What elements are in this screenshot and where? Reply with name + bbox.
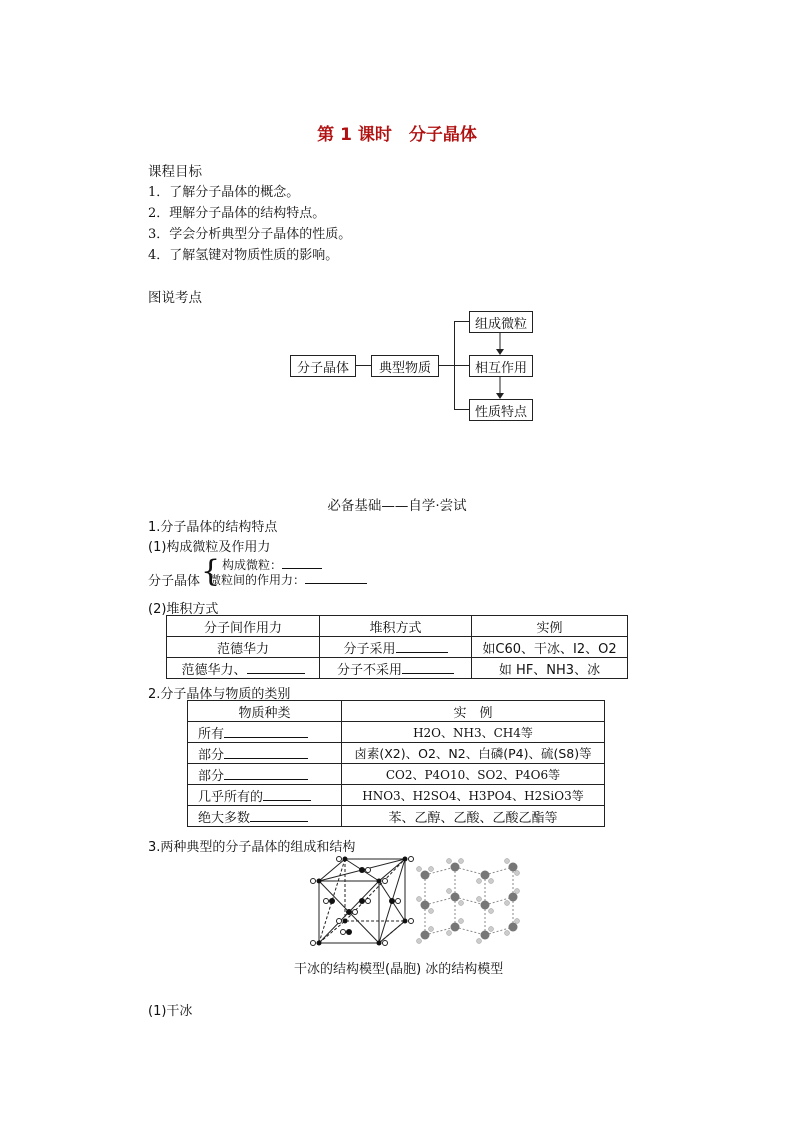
dry-ice-unit-cell-figure bbox=[305, 853, 415, 953]
connector-line bbox=[454, 365, 469, 366]
table-row bbox=[188, 743, 605, 764]
answer-blank[interactable] bbox=[224, 767, 308, 780]
goal-item: 2．理解分子晶体的结构特点。 bbox=[148, 206, 326, 221]
answer-blank[interactable] bbox=[305, 571, 367, 584]
table-cell: 范德华力 bbox=[167, 637, 320, 658]
answer-blank[interactable] bbox=[250, 809, 308, 822]
brace-glyph: { bbox=[201, 554, 221, 589]
table-cell: 如C60、干冰、I2、O2 bbox=[472, 637, 628, 658]
connector-line bbox=[454, 321, 469, 322]
table-cell: 分子不采用 bbox=[320, 658, 472, 679]
table-cell: 所有 bbox=[188, 722, 342, 743]
section-heading: 必备基础——自学·尝试 bbox=[327, 498, 467, 514]
table-row bbox=[188, 785, 605, 806]
table-cell: 卤素(X2)、O2、N2、白磷(P4)、硫(S8)等 bbox=[342, 743, 605, 764]
arrow-down-icon bbox=[494, 332, 506, 400]
brace-item bbox=[209, 571, 367, 588]
brace-item-label: 微粒间的作用力： bbox=[209, 573, 306, 587]
table-cell: H2O、NH3、CH4等 bbox=[342, 722, 605, 743]
goals-heading: 课程目标 bbox=[148, 164, 202, 180]
table-cell: 几乎所有的 bbox=[188, 785, 342, 806]
answer-blank[interactable] bbox=[263, 788, 311, 801]
page-title: 第 1 课时 分子晶体 bbox=[317, 125, 477, 145]
diagram-box-particles: 组成微粒 bbox=[469, 311, 533, 333]
answer-blank[interactable] bbox=[247, 661, 305, 674]
goal-item: 4．了解氢键对物质性质的影响。 bbox=[148, 248, 339, 263]
table-header: 堆积方式 bbox=[320, 616, 472, 637]
diagram-box-interaction: 相互作用 bbox=[469, 355, 533, 377]
goal-item: 1．了解分子晶体的概念。 bbox=[148, 185, 300, 200]
table-header: 分子间作用力 bbox=[167, 616, 320, 637]
brace-item-label: 构成微粒： bbox=[222, 558, 283, 572]
table-row bbox=[167, 658, 628, 679]
figure-caption: 干冰的结构模型(晶胞) 冰的结构模型 bbox=[294, 962, 504, 977]
answer-blank[interactable] bbox=[224, 746, 308, 759]
table-row bbox=[167, 637, 628, 658]
table-cell: 范德华力、 bbox=[167, 658, 320, 679]
diagram-heading: 图说考点 bbox=[148, 290, 202, 306]
diagram-box-properties: 性质特点 bbox=[469, 399, 533, 421]
answer-blank[interactable] bbox=[224, 725, 308, 738]
answer-blank[interactable] bbox=[282, 556, 322, 569]
table-row bbox=[188, 806, 605, 827]
stacking-table bbox=[166, 615, 628, 679]
table-row bbox=[188, 764, 605, 785]
diagram-box-typical-substance: 典型物质 bbox=[371, 355, 439, 377]
table-cell: 分子采用 bbox=[320, 637, 472, 658]
answer-blank[interactable] bbox=[402, 661, 454, 674]
table-header: 实例 bbox=[472, 616, 628, 637]
connector-line bbox=[438, 365, 454, 366]
table-cell: 如 HF、NH3、冰 bbox=[472, 658, 628, 679]
subsection-title: 1.分子晶体的结构特点 bbox=[148, 520, 278, 535]
diagram-box-molecular-crystal: 分子晶体 bbox=[290, 355, 356, 377]
connector-line bbox=[355, 365, 371, 366]
table-cell: 部分 bbox=[188, 743, 342, 764]
table-row bbox=[188, 722, 605, 743]
table-cell: CO2、P4O10、SO2、P4O6等 bbox=[342, 764, 605, 785]
connector-line bbox=[454, 409, 469, 410]
brace-root-label: 分子晶体 bbox=[148, 574, 201, 589]
ice-structure-figure bbox=[415, 855, 520, 950]
table-cell: 苯、乙醇、乙酸、乙酸乙酯等 bbox=[342, 806, 605, 827]
table-header: 物质种类 bbox=[188, 701, 342, 722]
goal-item: 3．学会分析典型分子晶体的性质。 bbox=[148, 227, 352, 242]
subsection-title: (1)干冰 bbox=[148, 1004, 193, 1019]
table-header: 实 例 bbox=[342, 701, 605, 722]
subsection-title: 3.两种典型的分子晶体的组成和结构 bbox=[148, 840, 356, 855]
category-table bbox=[187, 700, 605, 827]
table-header-row bbox=[167, 616, 628, 637]
table-cell: HNO3、H2SO4、H3PO4、H2SiO3等 bbox=[342, 785, 605, 806]
subsection-title: (2)堆积方式 bbox=[148, 602, 219, 617]
table-cell: 绝大多数 bbox=[188, 806, 342, 827]
table-cell: 部分 bbox=[188, 764, 342, 785]
subsection-title: 2.分子晶体与物质的类别 bbox=[148, 687, 291, 702]
table-header-row bbox=[188, 701, 605, 722]
subsection-title: (1)构成微粒及作用力 bbox=[148, 540, 271, 555]
answer-blank[interactable] bbox=[396, 640, 448, 653]
